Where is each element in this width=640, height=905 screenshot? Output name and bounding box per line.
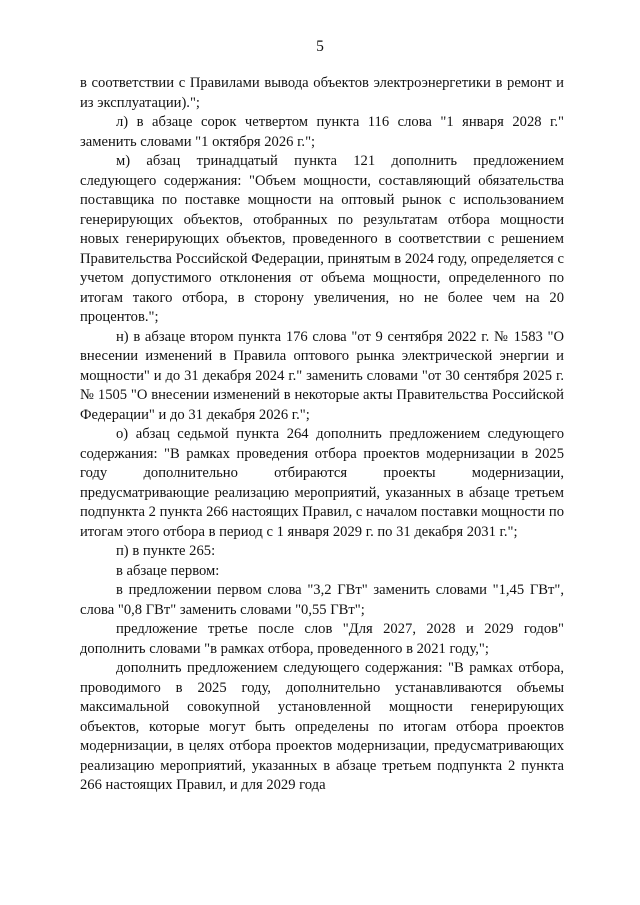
paragraph-add-sentence: дополнить предложением следующего содержания: "В рамках отбора, проводимого в 2025 году, дополнительно устанавливаются объемы максимальной совокупной установленной мощности генерирующих объектов, которые могут быть определены по итогам отбора проектов модернизации, в целях отбора проектов модернизации, предусматривающих реализацию мероприятий, указанных в абзаце третьем подпункта 2 пункта 266 настоящих Правил, и для 2029 года — [80, 660, 564, 793]
page-number: 5 — [316, 38, 324, 55]
paragraph-item-l: л) в абзаце сорок четвертом пункта 116 слова "1 января 2028 г." заменить словами "1 октября 2026 г."; — [80, 114, 564, 150]
paragraph-item-m: м) абзац тринадцатый пункта 121 дополнить предложением следующего содержания: "Объем мощности, составляющий обязательства поставщика по поставке мощности на оптовый рынок с использованием генерирующих объектов, отобранных по результатам отбора мощности новых генерирующих объектов, проведенного в соответствии с решением Правительства Российской Федерации, принятым в 2024 году, определяется с учетом допустимого отклонения от объема мощности, определенного по итогам такого отбора, в сторону увеличения, но не более чем на 20 процентов."; — [80, 153, 564, 325]
paragraph-item-o: о) абзац седьмой пункта 264 дополнить предложением следующего содержания: "В рамках проведения отбора проектов модернизации в 2025 году дополнительно отбираются проекты модернизации, предусматривающие реализацию мероприятий, указанных в абзаце третьем подпункта 2 пункта 266 настоящих Правил, с началом поставки мощности по итогам этого отбора в период с 1 января 2029 г. по 31 декабря 2031 г."; — [80, 426, 564, 540]
paragraph-sentence-three: предложение третье после слов "Для 2027, 2028 и 2029 годов" дополнить словами "в рамках отбора, проведенного в 2021 году,"; — [80, 621, 564, 657]
paragraph-item-n: н) в абзаце втором пункта 176 слова "от 9 сентября 2022 г. № 1583 "О внесении изменений в Правила оптового рынка электрической энергии и мощности" и до 31 декабря 2024 г." заменить словами "от 30 сентября 2025 г. № 1505 "О внесении изменений в некоторые акты Правительства Российской Федерации" и до 31 декабря 2026 г."; — [80, 328, 564, 423]
paragraph-first-abzac: в абзаце первом: — [116, 562, 220, 579]
paragraph-continuation: в соответствии с Правилами вывода объектов электроэнергетики в ремонт и из эксплуатации)."; — [80, 75, 564, 111]
paragraph-item-p: п) в пункте 265: — [116, 543, 216, 559]
document-body — [80, 74, 564, 796]
paragraph-sentence-one: в предложении первом слова "3,2 ГВт" заменить словами "1,45 ГВт", слова "0,8 ГВт" заменить словами "0,55 ГВт"; — [80, 582, 564, 618]
